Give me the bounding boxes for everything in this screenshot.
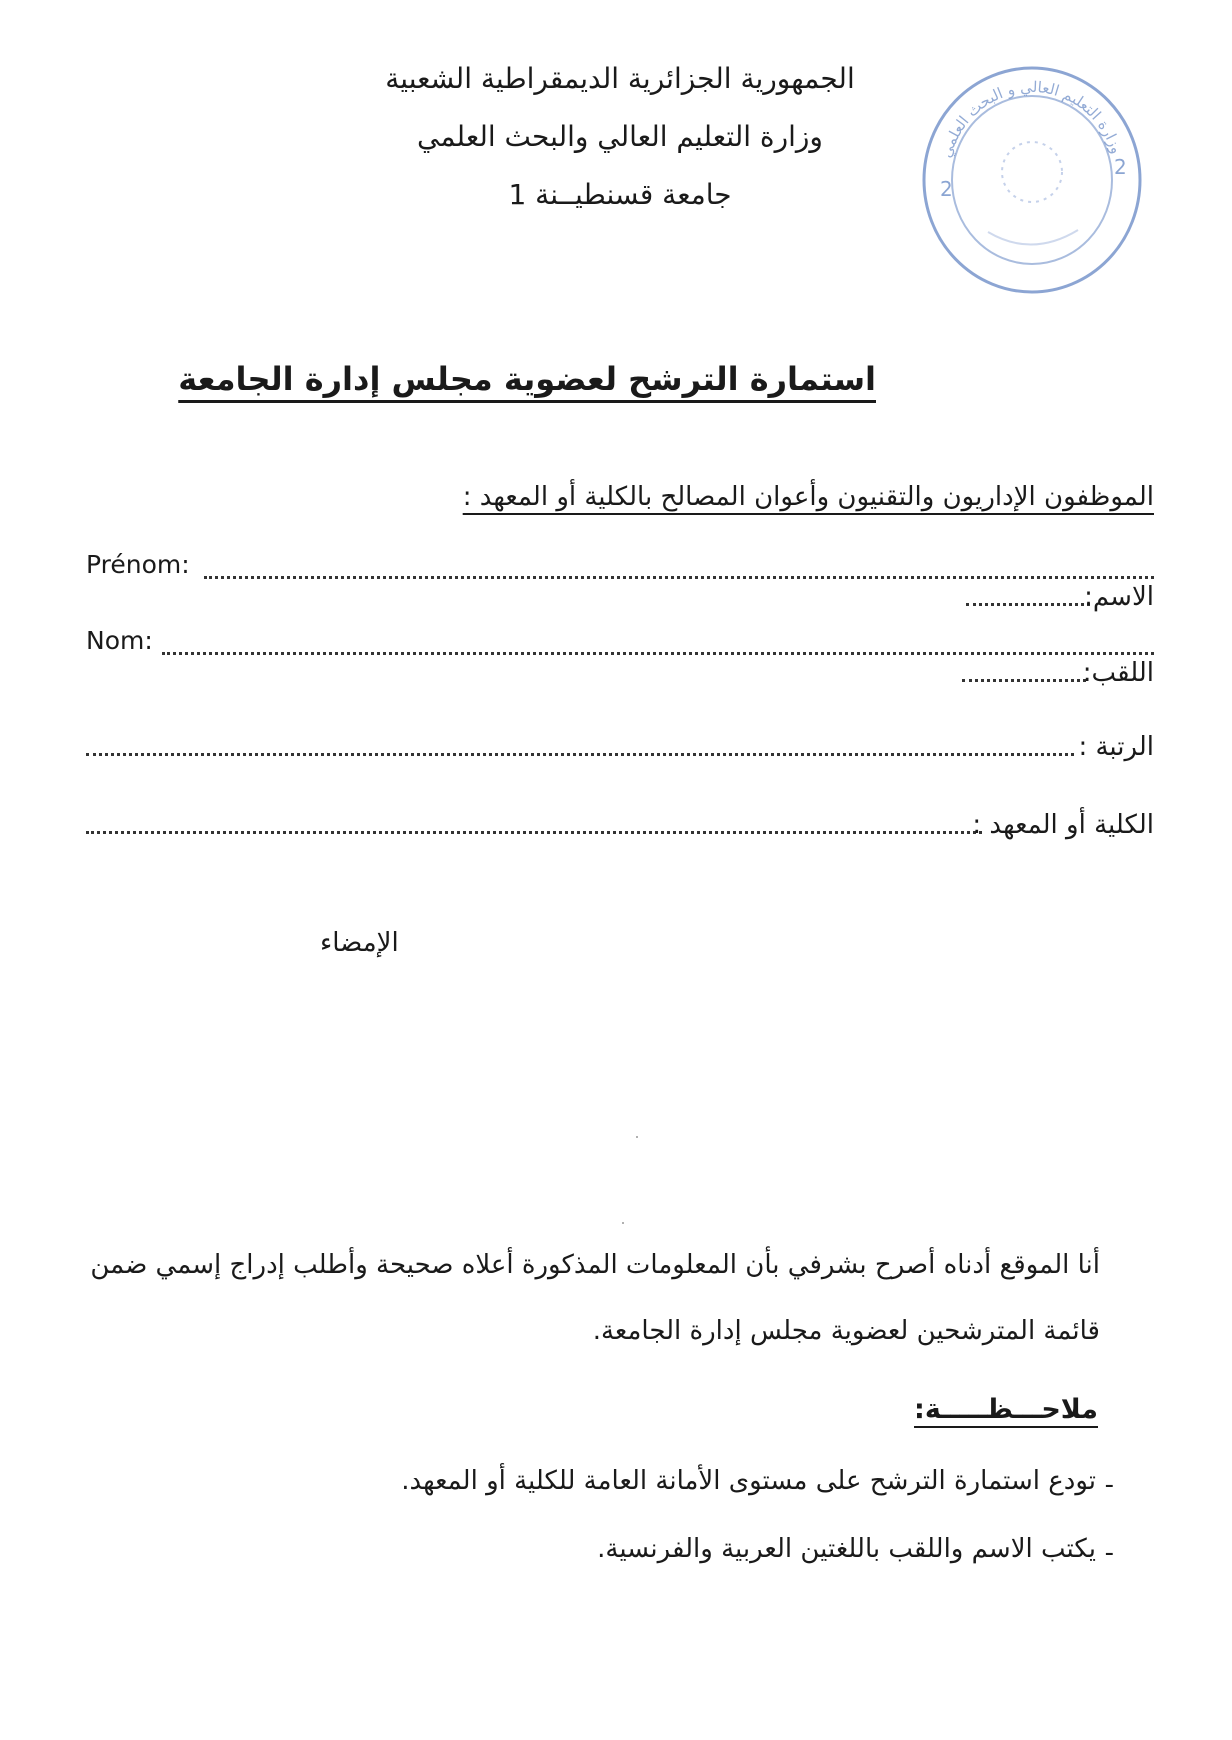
scan-speck <box>636 1136 638 1138</box>
stamp-arc-detail <box>988 230 1078 245</box>
first-name-fr-blank[interactable] <box>204 576 1154 579</box>
stamp-text: وزارة التعليم العالي و البحث العلمي <box>936 77 1126 160</box>
last-name-fr-blank[interactable] <box>162 652 1154 655</box>
declaration-line-1: أنا الموقع أدناه أصرح بشرفي بأن المعلومات المذكورة أعلاه صحيحة وأطلب إدراج إسمي ضمن <box>90 1250 1100 1280</box>
stamp-number-left: 2 <box>940 177 953 201</box>
header-ministry: وزارة التعليم العالي والبحث العلمي <box>417 120 823 153</box>
first-name-ar-label: الاسم: <box>1084 582 1154 612</box>
note-item: تودع استمارة الترشح على مستوى الأمانة العامة للكلية أو المعهد. <box>401 1466 1096 1496</box>
note-bullet: - <box>1104 1470 1114 1500</box>
stamp-inner-ring <box>952 96 1112 264</box>
notes-title: ملاحـــظـــــة: <box>914 1394 1098 1425</box>
scan-speck <box>622 1222 624 1224</box>
signature-area[interactable] <box>140 980 460 1100</box>
university-stamp <box>918 62 1146 298</box>
last-name-ar-label: اللقب: <box>1082 658 1154 688</box>
rank-blank[interactable] <box>86 753 1074 756</box>
first-name-row[interactable] <box>86 550 1154 612</box>
header-university: جامعة قسنطيــنة 1 <box>508 178 732 211</box>
faculty-blank[interactable] <box>86 831 982 834</box>
faculty-row[interactable] <box>86 800 1154 840</box>
last-name-fr-label: Nom: <box>86 626 153 655</box>
note-item: يكتب الاسم واللقب باللغتين العربية والفرنسية. <box>597 1534 1096 1564</box>
stamp-outer-ring <box>924 68 1140 292</box>
note-bullet: - <box>1104 1538 1114 1568</box>
rank-row[interactable] <box>86 722 1154 762</box>
faculty-label: الكلية أو المعهد : <box>972 810 1154 840</box>
stamp-emblem <box>1002 142 1062 202</box>
last-name-ar-blank[interactable] <box>962 679 1086 682</box>
signature-label: الإمضاء <box>320 928 399 958</box>
section-heading: الموظفون الإداريون والتقنيون وأعوان المصالح بالكلية أو المعهد : <box>462 482 1154 512</box>
last-name-row[interactable] <box>86 626 1154 688</box>
form-title: استمارة الترشح لعضوية مجلس إدارة الجامعة <box>178 360 876 398</box>
rank-label: الرتبة : <box>1078 732 1154 762</box>
header-republic: الجمهورية الجزائرية الديمقراطية الشعبية <box>385 62 855 95</box>
stamp-number-right: 2 <box>1114 155 1127 179</box>
first-name-ar-blank[interactable] <box>966 603 1090 606</box>
declaration-line-2: قائمة المترشحين لعضوية مجلس إدارة الجامعة. <box>592 1316 1100 1346</box>
first-name-fr-label: Prénom: <box>86 550 190 579</box>
